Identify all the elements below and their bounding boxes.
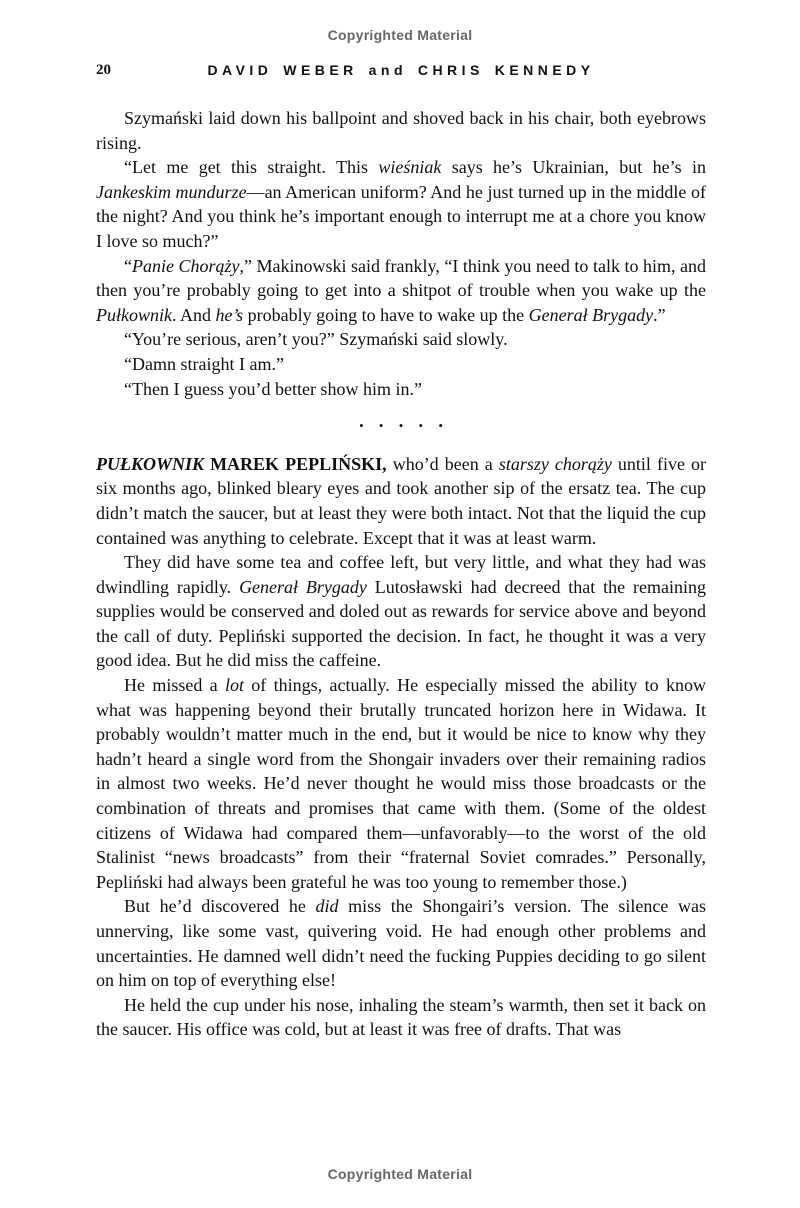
paragraph: “Then I guess you’d better show him in.”: [124, 378, 422, 399]
paragraph: PUŁKOWNIK MAREK PEPLIŃSKI, who’d been a starszy chorąży until five or six months ago, blinked bleary eyes and took another sip of the ersatz tea. The cup didn’t match the saucer, but at least they were both intact. Not that the liquid the cup contained was anything to celebrate. Except that it was at least warm.: [96, 453, 707, 548]
paragraph: “Damn straight I am.”: [124, 353, 284, 374]
paragraph: They did have some tea and coffee left, but very little, and what they had was dwindling rapidly. Generał Brygady Lutosławski had decreed that the remaining supplies would be conserved and doled out as rewards for service above and beyond the call of duty. Pepliński supported the decision. In fact, he thought it was a very good idea. But he did miss the caffeine.: [96, 552, 706, 671]
body-text: [96, 106, 706, 1042]
paragraph: He missed a lot of things, actually. He especially missed the ability to know what was happening beyond their brutally truncated horizon here in Widawa. It probably wouldn’t matter much in the end, but it would be nice to know why they hadn’t heard a single word from the Shongair invaders over their remaining radios in almost two weeks. He’d never thought he would miss those broadcasts or the combination of threats and promises that came with them. (Some of the oldest citizens of Widawa had compared them—unfavorably—to the worst of the old Stalinist “news broadcasts” from their “fraternal Soviet comrades.” Personally, Pepliński had always been grateful he was too young to remember those.): [96, 675, 706, 892]
running-title: DAVID WEBER and CHRIS KENNEDY: [207, 62, 595, 78]
paragraph: “Let me get this straight. This wieśniak says he’s Ukrainian, but he’s in Jankeskim mundurze—an American uniform? And he just turned up in the middle of the night? And you think he’s important enough to interrupt me at a chore you know I love so much?”: [96, 157, 706, 251]
copyright-notice-top: Copyrighted Material: [327, 27, 473, 43]
scene-break: • • • • •: [359, 418, 443, 434]
copyright-notice-bottom: Copyrighted Material: [327, 1166, 473, 1182]
paragraph: “Panie Chorąży,” Makinowski said frankly, “I think you need to talk to him, and then you’re probably going to get into a shitpot of trouble when you wake up the Pułkownik. And he’s probably going to have to wake up the Generał Brygady.”: [96, 255, 706, 325]
paragraph: But he’d discovered he did miss the Shongairi’s version. The silence was unnerving, like some vast, quivering void. He had enough other problems and uncertainties. He damned well didn’t need the fucking Puppies deciding to go silent on him on top of everything else!: [96, 896, 706, 991]
page-number: 20: [96, 62, 111, 78]
page-header: [96, 62, 706, 82]
paragraph: Szymański laid down his ballpoint and shoved back in his chair, both eyebrows rising.: [96, 108, 706, 153]
paragraph: He held the cup under his nose, inhaling the steam’s warmth, then set it back on the saucer. His office was cold, but at least it was free of drafts. That was: [96, 994, 706, 1040]
paragraph: “You’re serious, aren’t you?” Szymański said slowly.: [124, 329, 508, 350]
